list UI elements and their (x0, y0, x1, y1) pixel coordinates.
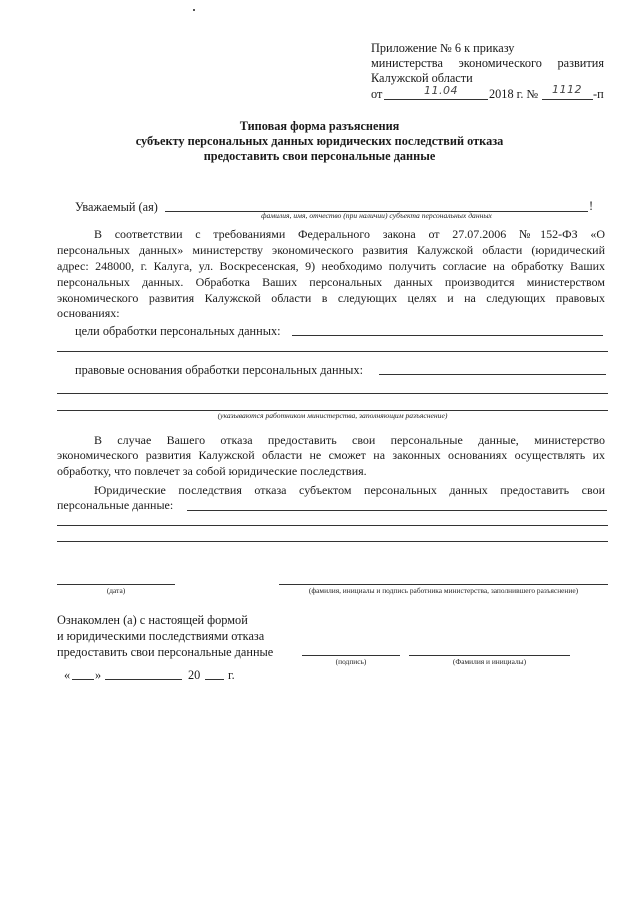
order-number-handwritten: 1112 (552, 83, 582, 96)
paragraph-2-line-2: экономического развития Калужской области не сможет на законных основаниях осуществлять их (57, 448, 605, 462)
appendix-line-2: министерства экономического развития (371, 56, 604, 70)
order-date-line (384, 99, 488, 100)
appendix-line-3: Калужской области (371, 71, 473, 85)
legal-basis-field-line-2[interactable] (57, 393, 608, 394)
order-date-prefix: от (371, 87, 383, 101)
official-signature-field[interactable] (279, 584, 608, 585)
consequences-field[interactable] (187, 510, 607, 511)
paragraph-3-line-2: персональные данные: (57, 498, 174, 512)
title-line-1: Типовая форма разъяснения (239, 119, 400, 133)
greeting-label: Уважаемый (ая) (75, 200, 158, 214)
consequences-field-line-2[interactable] (57, 525, 608, 526)
ack-date-year-field[interactable] (205, 679, 224, 680)
purposes-label: цели обработки персональных данных: (75, 324, 281, 338)
scan-dot (193, 9, 195, 11)
paragraph-1-line-4: персональных данных. Обработка Ваших персональных данных производится министерством (57, 275, 605, 289)
acknowledgement-line-1: Ознакомлен (а) с настоящей формой (57, 613, 248, 627)
greeting-exclamation: ! (589, 199, 594, 213)
paragraph-1-line-6: основаниях: (57, 306, 120, 320)
legal-basis-caption: (указываются работником министерства, заполняющим разъяснение) (217, 411, 448, 420)
acknowledgement-line-3: предоставить свои персональные данные (57, 645, 274, 659)
date-field[interactable] (57, 584, 175, 585)
subject-name-caption: фамилия, имя, отчество (при наличии) субъекта персональных данных (261, 211, 492, 220)
ack-date-century: 20 (188, 668, 201, 682)
order-number-line (542, 99, 593, 100)
paragraph-2-line-1: В случае Вашего отказа предоставить свои персональные данные, министерство (94, 433, 605, 447)
purposes-field[interactable] (292, 335, 603, 336)
ack-date-suffix: г. (228, 668, 235, 682)
official-signature-caption: (фамилия, инициалы и подпись работника министерства, заполнившего разъяснение) (308, 586, 579, 595)
purposes-field-line-2[interactable] (57, 351, 608, 352)
title-line-3: предоставить свои персональные данные (203, 149, 436, 163)
order-date-handwritten: 11.04 (424, 84, 458, 97)
order-number-suffix: -п (593, 87, 604, 101)
paragraph-1-line-3: адрес: 248000, г. Калуга, ул. Воскресенская, 9) необходимо получить согласие на обработку Ваших (57, 259, 605, 273)
title-line-2: субъекту персональных данных юридических последствий отказа (135, 134, 504, 148)
date-caption: (дата) (106, 586, 126, 595)
paragraph-1-line-5: экономического развития Калужской области в следующих целях и на следующих правовых (57, 291, 605, 305)
legal-basis-field[interactable] (379, 374, 606, 375)
subject-name-initials-field[interactable] (409, 655, 570, 656)
ack-date-day-field[interactable] (72, 679, 94, 680)
consequences-field-line-3[interactable] (57, 541, 608, 542)
paragraph-1-line-2: персональных данных» министерству экономического развития Калужской области (юридический (57, 243, 605, 257)
subject-name-initials-caption: (Фамилия и инициалы) (452, 657, 527, 666)
paragraph-3-line-1: Юридические последствия отказа субъектом персональных данных предоставить свои (94, 483, 605, 497)
acknowledgement-line-2: и юридическими последствиями отказа (57, 629, 265, 643)
appendix-line-1: Приложение № 6 к приказу (371, 41, 515, 55)
order-year: 2018 г. № (489, 87, 539, 101)
subject-signature-field[interactable] (302, 655, 400, 656)
legal-basis-label: правовые основания обработки персональных данных: (75, 363, 364, 377)
ack-date-close-quote: » (95, 668, 102, 682)
ack-date-month-field[interactable] (105, 679, 182, 680)
ack-date-open-quote: « (64, 668, 71, 682)
subject-signature-caption: (подпись) (335, 657, 367, 666)
paragraph-1-line-1: В соответствии с требованиями Федерального закона от 27.07.2006 №152-ФЗ «О (94, 227, 605, 241)
paragraph-2-line-3: обработку, что повлечет за собой юридические последствия. (57, 464, 367, 478)
